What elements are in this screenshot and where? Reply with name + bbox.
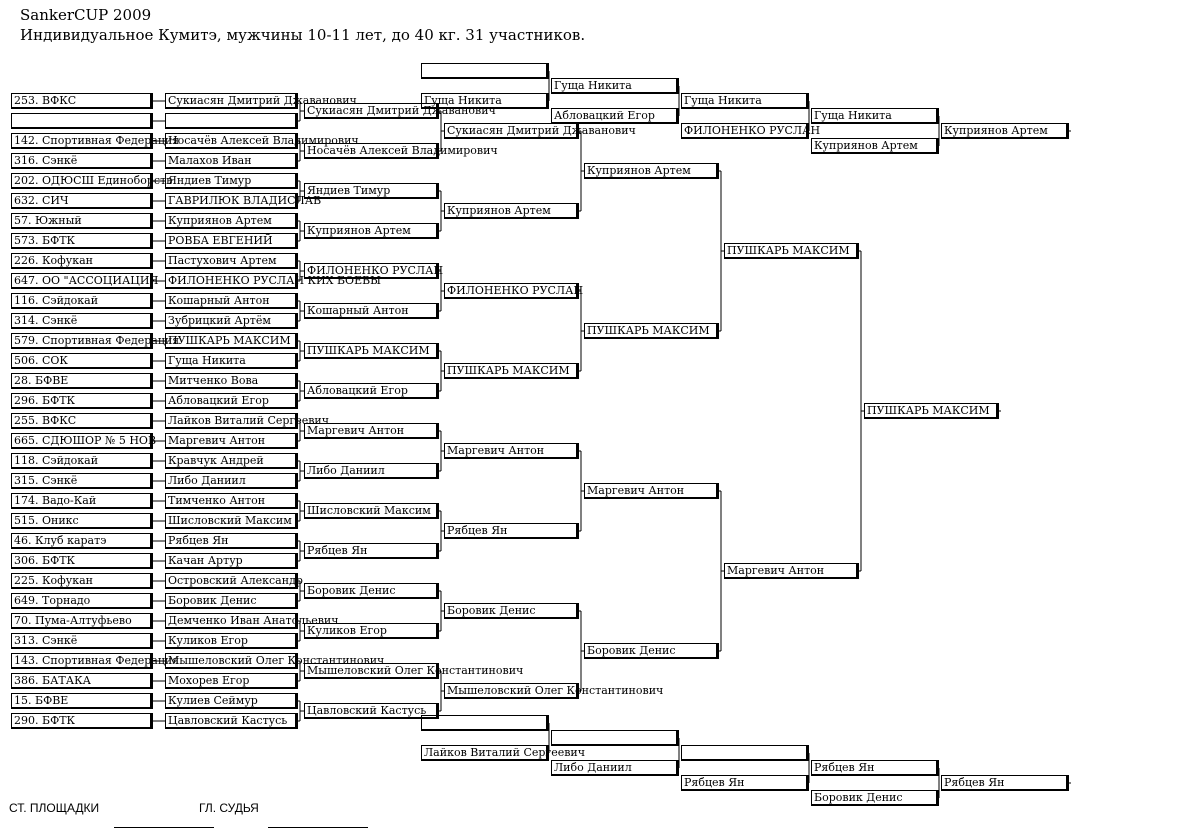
fighter-entry — [165, 113, 298, 129]
senior-label: СТ. ПЛОЩАДКИ — [9, 801, 100, 815]
fighter-entry — [165, 333, 298, 349]
fighter-entry — [165, 513, 298, 529]
final-winner — [864, 403, 999, 419]
fighter-entry-label: Носачёв Алексей Владимирович — [168, 134, 359, 147]
club-entry-label: 46. Клуб каратэ — [14, 534, 107, 547]
repechage-bottom-entry-label: Рябцев Ян — [684, 776, 745, 789]
fighter-entry-label: Рябцев Ян — [168, 534, 229, 547]
repechage-top-entry-label: Гуща Никита — [684, 94, 762, 107]
repechage-bottom-entry — [551, 760, 679, 776]
club-entry-label: 116. Сэйдокай — [14, 294, 99, 307]
round2-entry — [304, 423, 439, 439]
repechage-top-entry — [811, 138, 939, 154]
fighter-entry — [165, 193, 322, 209]
round2-entry-label: Боровик Денис — [307, 584, 396, 597]
fighter-entry-label: Малахов Иван — [168, 154, 252, 167]
fighter-entry-label: Кулиев Сеймур — [168, 694, 258, 707]
club-entry — [11, 213, 153, 229]
repechage-top-entry — [421, 93, 549, 109]
round5-entry — [724, 563, 859, 579]
club-entry-label: 15. БФВЕ — [14, 694, 69, 707]
club-entry — [11, 93, 153, 109]
round3-entry — [444, 603, 579, 619]
fighter-entry — [165, 233, 298, 249]
round2-entry — [304, 543, 439, 559]
round4-entry — [584, 643, 719, 659]
club-entry-label: 118. Сэйдокай — [14, 454, 99, 467]
club-entry-label: 142. Спортивная Федерация — [14, 134, 180, 147]
repechage-bottom-entry — [421, 745, 586, 761]
fighter-entry-label: Демченко Иван Анатольевич — [168, 614, 339, 627]
repechage-bottom-entry-label: Рябцев Ян — [814, 761, 875, 774]
club-entry — [11, 513, 153, 529]
fighter-entry-label: Цавловский Кастусь — [168, 714, 288, 727]
club-entry — [11, 233, 153, 249]
repechage-top-result-label: Куприянов Артем — [944, 124, 1048, 137]
club-entry — [11, 473, 153, 489]
round2-entry-label: Куприянов Артем — [307, 224, 411, 237]
round2-entry-label: Либо Даниил — [307, 464, 385, 477]
club-entry-label: 253. ВФКС — [14, 94, 77, 107]
repechage-top-entry — [681, 93, 809, 109]
fighter-entry — [165, 653, 385, 669]
judge-label: ГЛ. СУДЬЯ — [199, 801, 259, 815]
round3-entry — [444, 683, 664, 699]
club-entry-label: 314. Сэнкё — [14, 314, 78, 327]
fighter-entry — [165, 553, 298, 569]
fighter-entry — [165, 613, 339, 629]
tournament-title: SankerCUP 2009 — [20, 6, 152, 24]
round3-entry — [444, 443, 579, 459]
round2-entry — [304, 583, 439, 599]
round2-entry-label: Сукиасян Дмитрий Джаванович — [307, 104, 496, 117]
club-entry-label: 647. ОО "АССОЦИАЦИЯ — [14, 274, 159, 287]
club-entry — [11, 693, 153, 709]
fighter-entry — [165, 373, 298, 389]
repechage-bottom-result-label: Рябцев Ян — [944, 776, 1005, 789]
fighter-entry-label: ГАВРИЛЮК ВЛАДИСЛАВ — [168, 194, 322, 207]
fighter-entry — [165, 533, 298, 549]
fighter-entry-label: ФИЛОНЕНКО РУСЛАН КИХ БОЕВЫ — [168, 274, 382, 287]
fighter-entry-label: Сукиасян Дмитрий Джаванович — [168, 94, 357, 107]
round2-entry-label: Яндиев Тимур — [307, 184, 391, 197]
final-winner-label: ПУШКАРЬ МАКСИМ — [867, 404, 990, 417]
round4-entry-label: Боровик Денис — [587, 644, 676, 657]
club-entry — [11, 593, 153, 609]
fighter-entry — [165, 693, 298, 709]
round2-entry-label: Рябцев Ян — [307, 544, 368, 557]
club-entry — [11, 493, 153, 509]
round2-entry — [304, 263, 444, 279]
fighter-entry — [165, 493, 298, 509]
fighter-entry-label: Гуща Никита — [168, 354, 246, 367]
club-entry — [11, 533, 153, 549]
round2-entry — [304, 223, 439, 239]
club-entry — [11, 653, 180, 669]
repechage-top-entry — [551, 78, 679, 94]
round2-entry-label: Кошарный Антон — [307, 304, 409, 317]
club-entry — [11, 193, 153, 209]
repechage-top-entry — [811, 108, 939, 124]
club-entry — [11, 313, 153, 329]
club-entry-label: 506. СОК — [14, 354, 68, 367]
club-entry-label: 255. ВФКС — [14, 414, 77, 427]
club-entry-label: 57. Южный — [14, 214, 82, 227]
round3-entry-label: Рябцев Ян — [447, 524, 508, 537]
repechage-bottom-result — [941, 775, 1069, 791]
fighter-entry-label: Куликов Егор — [168, 634, 248, 647]
club-entry — [11, 573, 153, 589]
round4-entry-label: Куприянов Артем — [587, 164, 691, 177]
round4-entry-label: ПУШКАРЬ МАКСИМ — [587, 324, 710, 337]
club-entry-label: 296. БФТК — [14, 394, 76, 407]
round5-entry-label: ПУШКАРЬ МАКСИМ — [727, 244, 850, 257]
round2-entry — [304, 103, 496, 119]
repechage-top-entry-label: Куприянов Артем — [814, 139, 918, 152]
repechage-top-entry-label: ФИЛОНЕНКО РУСЛАН — [684, 124, 821, 137]
fighter-entry-label: Островский Александр — [168, 574, 303, 587]
club-entry — [11, 333, 180, 349]
club-entry-label: 226. Кофукан — [14, 254, 93, 267]
repechage-bottom-entry-label: Лайков Виталий Сергеевич — [424, 746, 586, 759]
round2-entry-label: Цавловский Кастусь — [307, 704, 427, 717]
senior-signature-line — [114, 827, 214, 828]
repechage-top-entry-label: Гуща Никита — [554, 79, 632, 92]
fighter-entry-label: Боровик Денис — [168, 594, 257, 607]
club-entry — [11, 353, 153, 369]
round3-entry-label: Сукиасян Дмитрий Джаванович — [447, 124, 636, 137]
fighter-entry-label: Качан Артур — [168, 554, 243, 567]
fighter-entry-label: Шисловский Максим — [168, 514, 292, 527]
club-entry-label: 28. БФВЕ — [14, 374, 69, 387]
club-entry-label: 313. Сэнкё — [14, 634, 78, 647]
club-entry-label: 515. Оникс — [14, 514, 79, 527]
round2-entry-label: Куликов Егор — [307, 624, 387, 637]
round2-entry-label: ПУШКАРЬ МАКСИМ — [307, 344, 430, 357]
club-entry-label: 315. Сэнкё — [14, 474, 78, 487]
fighter-entry — [165, 293, 298, 309]
round2-entry-label: Абловацкий Егор — [307, 384, 408, 397]
round3-entry-label: Маргевич Антон — [447, 444, 545, 457]
fighter-entry-label: РОВБА ЕВГЕНИЙ — [168, 234, 273, 247]
fighter-entry — [165, 273, 382, 289]
round2-entry — [304, 343, 439, 359]
round2-entry — [304, 303, 439, 319]
repechage-top-entry-label: Гуща Никита — [424, 94, 502, 107]
club-entry — [11, 453, 153, 469]
club-entry — [11, 433, 157, 449]
club-entry — [11, 173, 173, 189]
round4-entry-label: Маргевич Антон — [587, 484, 685, 497]
club-entry-label: 70. Пума-Алтуфьево — [14, 614, 132, 627]
round3-entry-label: ФИЛОНЕНКО РУСЛАН — [447, 284, 584, 297]
round2-entry-label: ФИЛОНЕНКО РУСЛАН — [307, 264, 444, 277]
club-entry — [11, 613, 153, 629]
club-entry-label: 202. ОДЮСШ Единоборств — [14, 174, 173, 187]
repechage-top-entry — [551, 108, 679, 124]
club-entry-label: 143. Спортивная Федерация — [14, 654, 180, 667]
fighter-entry — [165, 633, 298, 649]
fighter-entry — [165, 153, 298, 169]
fighter-entry-label: Зубрицкий Артём — [168, 314, 271, 327]
club-entry — [11, 673, 153, 689]
repechage-top-entry — [421, 63, 549, 79]
club-entry — [11, 393, 153, 409]
club-entry-label: 290. БФТК — [14, 714, 76, 727]
fighter-entry — [165, 573, 303, 589]
fighter-entry — [165, 133, 359, 149]
fighter-entry-label: Либо Даниил — [168, 474, 246, 487]
round3-entry-label: Куприянов Артем — [447, 204, 551, 217]
fighter-entry-label: Лайков Виталий Сергеевич — [168, 414, 330, 427]
round5-entry — [724, 243, 859, 259]
club-entry-label: 225. Кофукан — [14, 574, 93, 587]
club-entry — [11, 153, 153, 169]
round3-entry — [444, 363, 579, 379]
club-entry-label: 649. Торнадо — [14, 594, 91, 607]
round2-entry — [304, 503, 439, 519]
round2-entry — [304, 143, 498, 159]
round3-entry-label: Мышеловский Олег Константинович — [447, 684, 664, 697]
fighter-entry — [165, 393, 298, 409]
fighter-entry — [165, 353, 298, 369]
fighter-entry-label: Мышеловский Олег Константинович — [168, 654, 385, 667]
round4-entry — [584, 323, 719, 339]
fighter-entry — [165, 473, 298, 489]
fighter-entry-label: Пастухович Артем — [168, 254, 277, 267]
fighter-entry-label: Яндиев Тимур — [168, 174, 252, 187]
repechage-bottom-entry-label: Боровик Денис — [814, 791, 903, 804]
fighter-entry — [165, 673, 298, 689]
round2-entry — [304, 383, 439, 399]
judge-signature-line — [268, 827, 368, 828]
club-entry — [11, 633, 153, 649]
fighter-entry-label: Маргевич Антон — [168, 434, 266, 447]
club-entry — [11, 413, 153, 429]
fighter-entry-label: Митченко Вова — [168, 374, 259, 387]
club-entry — [11, 133, 180, 149]
round2-entry-label: Шисловский Максим — [307, 504, 431, 517]
round5-entry-label: Маргевич Антон — [727, 564, 825, 577]
repechage-top-entry-label: Гуща Никита — [814, 109, 892, 122]
round3-entry — [444, 203, 579, 219]
club-entry-label: 579. Спортивная Федерация — [14, 334, 180, 347]
repechage-bottom-entry — [681, 745, 809, 761]
club-entry — [11, 113, 153, 129]
category-subtitle: Индивидуальное Кумитэ, мужчины 10-11 лет, до 40 кг. 31 участников. — [20, 26, 586, 44]
fighter-entry — [165, 413, 330, 429]
club-entry-label: 665. СДЮШОР № 5 НОВ — [14, 434, 157, 447]
fighter-entry — [165, 313, 298, 329]
fighter-entry-label: Куприянов Артем — [168, 214, 272, 227]
round2-entry — [304, 623, 439, 639]
club-entry-label: 306. БФТК — [14, 554, 76, 567]
round2-entry-label: Маргевич Антон — [307, 424, 405, 437]
round3-entry-label: Боровик Денис — [447, 604, 536, 617]
fighter-entry — [165, 173, 298, 189]
fighter-entry — [165, 713, 298, 729]
repechage-bottom-entry — [551, 730, 679, 746]
repechage-top-result — [941, 123, 1069, 139]
round4-entry — [584, 483, 719, 499]
club-entry-label: 632. СИЧ — [14, 194, 69, 207]
repechage-bottom-entry-label: Либо Даниил — [554, 761, 632, 774]
fighter-entry-label: Тимченко Антон — [168, 494, 266, 507]
club-entry-label: 316. Сэнкё — [14, 154, 78, 167]
fighter-entry-label: Кошарный Антон — [168, 294, 270, 307]
round2-entry-label: Мышеловский Олег Константинович — [307, 664, 524, 677]
round3-entry-label: ПУШКАРЬ МАКСИМ — [447, 364, 570, 377]
fighter-entry-label: Мохорев Егор — [168, 674, 250, 687]
fighter-entry — [165, 213, 298, 229]
repechage-bottom-entry — [681, 775, 809, 791]
fighter-entry — [165, 93, 357, 109]
fighter-entry — [165, 433, 298, 449]
round2-entry — [304, 463, 439, 479]
club-entry — [11, 713, 153, 729]
round4-entry — [584, 163, 719, 179]
round3-entry — [444, 283, 584, 299]
fighter-entry — [165, 453, 298, 469]
club-entry — [11, 253, 153, 269]
club-entry-label: 573. БФТК — [14, 234, 76, 247]
fighter-entry-label: Кравчук Андрей — [168, 454, 264, 467]
repechage-top-entry — [681, 123, 821, 139]
repechage-bottom-entry — [811, 790, 939, 806]
round2-entry-label: Носачёв Алексей Владимирович — [307, 144, 498, 157]
club-entry — [11, 273, 159, 289]
round3-entry — [444, 123, 636, 139]
round3-entry — [444, 523, 579, 539]
round2-entry — [304, 183, 439, 199]
fighter-entry-label: ПУШКАРЬ МАКСИМ — [168, 334, 291, 347]
repechage-bottom-entry — [811, 760, 939, 776]
club-entry — [11, 553, 153, 569]
club-entry — [11, 293, 153, 309]
fighter-entry-label: Абловацкий Егор — [168, 394, 269, 407]
repechage-top-entry-label: Абловацкий Егор — [554, 109, 655, 122]
round2-entry — [304, 703, 439, 719]
club-entry-label: 174. Вадо-Кай — [14, 494, 97, 507]
club-entry — [11, 373, 153, 389]
fighter-entry — [165, 253, 298, 269]
club-entry-label: 386. БАТАКА — [14, 674, 91, 687]
round2-entry — [304, 663, 524, 679]
repechage-bottom-entry — [421, 715, 549, 731]
fighter-entry — [165, 593, 298, 609]
